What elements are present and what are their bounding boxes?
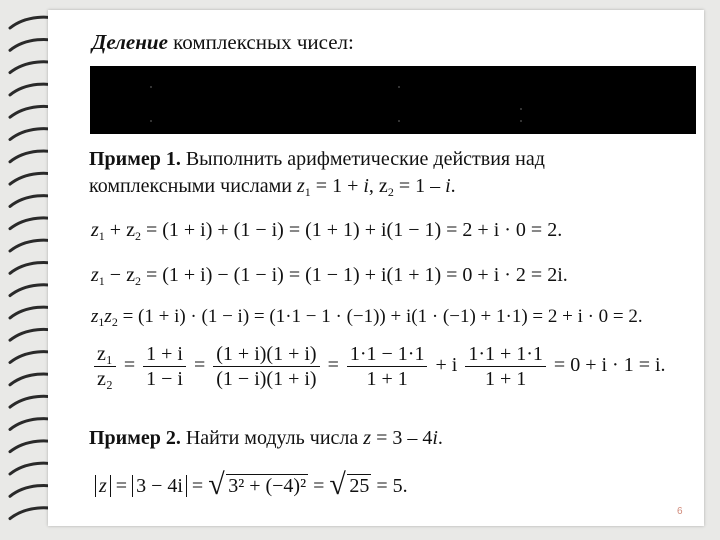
slide-title: [92, 30, 354, 55]
fraction-step-1: $\frac{1 + i}{1 - i}$: [143, 343, 186, 390]
title-emphasis: Деление: [92, 30, 168, 54]
example-1-label: Пример 1.: [89, 148, 181, 170]
example-2-text: Пример 2. Найти модуль числа z = 3 – 4i.: [89, 427, 443, 449]
redacted-formula-bar: [90, 66, 696, 134]
square-root-25: √ 25: [329, 468, 370, 501]
equation-product: $z_1z_2 = (1 + i) \cdot (1 - i) = (1\cdot 1 - 1 \cdot (-1)) + i(1 \cdot (-1) + 1\cdot 1) = 2 + i \cdot 0 = 2$.: [91, 306, 643, 329]
example-2-label: Пример 2.: [89, 427, 181, 449]
fraction-imag-part: $\frac{1\cdot 1 + 1\cdot 1}{1 + 1}$: [465, 343, 546, 390]
example-1-text: Пример 1. Выполнить арифметические действия над комплексными числами $z_1 = 1 + i$, $z_2 = 1 - i$.: [89, 148, 545, 199]
example-1-line1: Выполнить арифметические действия над: [180, 148, 545, 170]
fraction-real-part: $\frac{1\cdot 1 - 1\cdot 1}{1 + 1}$: [347, 343, 428, 390]
title-rest: комплексных чисел:: [167, 30, 354, 54]
fraction-step-2: $\frac{(1 + i)(1 + i)}{(1 - i)(1 + i)}$: [213, 343, 319, 390]
page-number: 6: [677, 506, 683, 517]
fraction-z1-z2: $\frac{\text{z₁}}{\text{z₂}}$: [94, 343, 116, 390]
equation-difference: $z_1 - z_2 = (1 + i) - (1 - i) = (1 - 1) + i(1 + 1) = 0 + i \cdot 2 = 2i$.: [91, 264, 568, 288]
equation-modulus: z = 3 − 4i = √ 3² + (−4)² = √ 25 = 5.: [95, 474, 408, 498]
square-root: √ 3² + (−4)²: [208, 468, 307, 501]
equation-division: $\frac{\text{z₁}}{\text{z₂}}$ = $\frac{1 + i}{1 - i}$ = $\frac{(1 + i)(1 + i)}{(1 - i)(1 + i)}$ = $\frac{1\cdot 1 - 1\cdot 1}{1 + 1}$ + i $\frac{1\cdot 1 + 1\cdot 1}{1 + 1}$ = 0 + i · 1 = i.: [91, 343, 666, 390]
equation-sum: $z_1 + z_2 = (1 + i) + (1 - i) = (1 + 1) + i(1 - 1) = 2 + i \cdot 0 = 2$.: [91, 219, 563, 243]
